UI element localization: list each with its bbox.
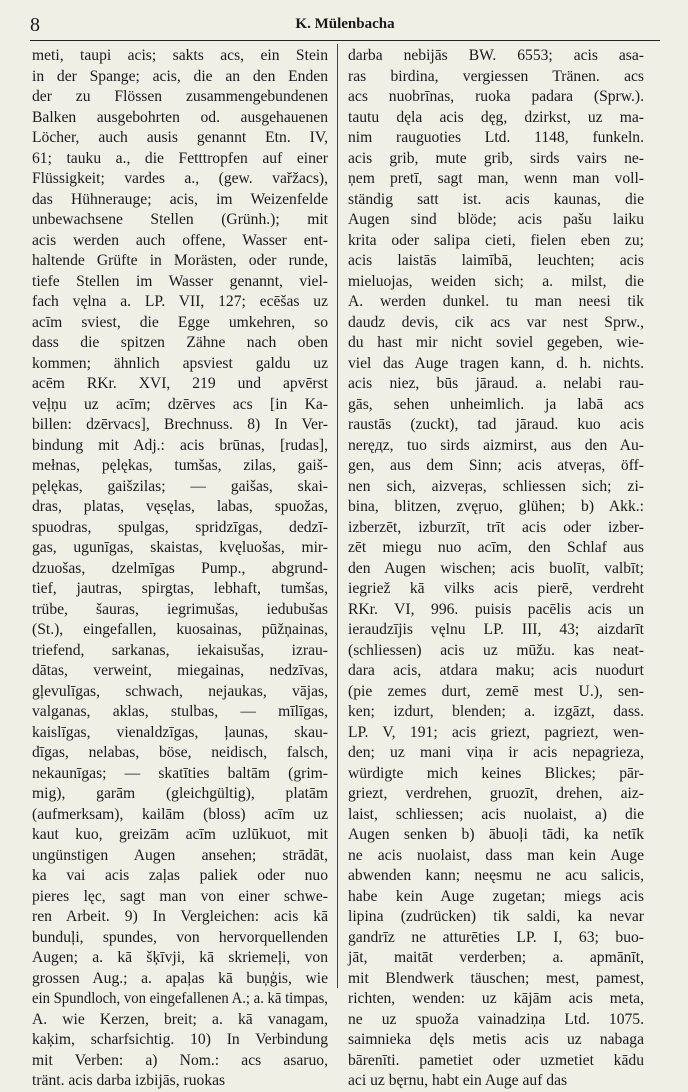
text-line: Augen; a. kā šķīvji, kā skriemeļi, von [32,949,328,966]
running-head: K. Mülenbacha [295,16,395,32]
text-line: mełnas, pęlękas, tumšas, zilas, gaiš- [32,457,328,474]
text-line: mieluojas, weiden sich; a. milst, die [348,272,644,290]
text-line: haltende Grüfte in Morästen, oder runde, [32,252,328,269]
text-line: dātas, verweint, miegainas, nedzīvas, [32,662,328,679]
text-line: spuodras, spulgas, spridzīgas, dedzī- [32,518,328,536]
text-line: acis laistās laimībā, leuchten; acis [348,252,644,269]
text-line: der zu Flössen zusammengebundenen [32,88,328,105]
text-line: Balken ausgebohrten od. ausgehauenen [32,108,328,126]
text-line: griezt, verdrehen, gruozīt, drehen, aiz- [348,785,644,802]
text-line: ieraudzījis vęlnu LP. III, 43; aizdarīt [348,621,644,638]
text-line: A. werden dunkel. tu man neesi tik [348,293,644,310]
text-line: raustās (zuckt), tad jāraud. kuo acis [348,416,644,433]
text-line: daudz devis, cik acs var nest Sprw., [348,313,644,331]
text-line: den Augen wischen; acis buolīt, valbīt; [348,559,644,577]
text-line: tränt. acis darba izbijās, ruokas [32,1072,226,1089]
text-line: tief, jautras, spirgtas, lebhaft, tumšas, [32,580,328,597]
text-line: Augen senken b) ābuoļi tādi, ka netīk [348,826,644,843]
text-line: ka vai acis zaļas paliek oder nuo [32,867,328,884]
text-line: tautu dęla acis dęg, dzirkst, uz ma- [348,108,644,126]
text-line: grossen Aug.; a. apaļas kā buņģis, wie [32,969,328,987]
page-header [30,12,660,38]
text-line: acīm sviest, die Egge umkehren, so [32,313,328,331]
text-line: acis niez, būs jāraud. a. nelabi rau- [348,375,644,392]
text-line: nekaunīgas; — skatīties baltām (grim- [32,764,328,782]
text-line: das Hühnerauge; acis, im Weizenfelde [32,190,328,208]
text-line: acs nuobrīnas, ruoka padara (Sprw.). [348,88,644,105]
text-line: acis werden auch offene, Wasser ent- [32,231,328,249]
text-line: kaķim, scharfsichtig. 10) In Verbindung [32,1031,328,1048]
text-line: den; uz mani viņa ir acis nepagrieza, [348,744,644,761]
text-line: ein Spundloch, von eingefallenen A.; a. kā timpas, [32,990,328,1007]
text-line: krita oder salipa cieti, fielen eben zu; [348,231,644,249]
right-column [348,46,644,1092]
text-line: fach vęlna a. LP. VII, 127; ecēšas uz [32,293,328,310]
left-column [32,46,328,1092]
text-line: izberzēt, izburzīt, trīt acis oder izber- [348,518,644,536]
text-line: (schliessen) acis uz mūžu. kas neat- [348,641,644,659]
text-line: saimnieka dęls metis acis uz nabaga [348,1031,644,1048]
text-line: ungünstigen Augen ansehen; strādāt, [32,846,328,864]
text-line: Augen sind blöde; acis pašu laiku [348,211,644,228]
text-line: A. wie Kerzen, breit; a. kā vanagam, [32,1010,328,1028]
text-line: abwenden kann; neęsmu ne acu salicis, [348,867,644,884]
text-line: nim rauguoties Ltd. 1148, funkeln. [348,129,644,146]
text-line: billen: dzērvacs], Brechnuss. 8) In Ver- [32,416,328,433]
text-line: dass die spitzen Zähne nach oben [32,334,328,351]
text-line: in der Spange; acis, die an den Enden [32,67,328,85]
text-line: darba nebijās BW. 6553; acis asa- [348,47,644,64]
text-line: neręдz, tuo sirds aizmirst, aus den Au- [348,436,644,454]
text-line: gļevulīgas, schwach, nejaukas, vājas, [32,682,328,700]
text-line: mit Verben: a) Nom.: acs asaruo, [32,1051,328,1069]
text-line: LP. V, 191; acis griezt, pagriezt, wen- [348,723,644,741]
column-divider [337,44,338,988]
text-line: laist, schliessen; acis nuolaist, a) die [348,805,644,823]
text-line: acis grib, mute grib, sirds vairs ne- [348,149,644,167]
text-line: (pie zemes durt, zemē mest U.), sen- [348,682,644,700]
text-line: bārenīti. pametiet oder uzmetiet kādu [348,1051,644,1069]
text-line: lipina (zudrücken) tik saldi, ka nevar [348,908,644,925]
text-line: Flüssigkeit; vardes a., (gew. vařžacs), [32,170,328,187]
text-line: iegriež kā vilks acis pierē, verdreht [348,580,644,597]
header-rule [30,40,660,41]
text-line: unbewachsene Stellen (Grünh.); mit [32,211,328,228]
text-line: viel das Auge tragen kann, d. h. nichts. [348,354,644,372]
page-number: 8 [30,14,40,36]
text-line: kommen; ähnlich apsviest galdu uz [32,354,328,372]
text-line: bindung mit Adj.: acis brūnas, [rudas], [32,436,328,454]
text-line: aci uz bęrnu, habt ein Auge auf das [348,1072,568,1089]
text-line: bina, blitzen, zvęŗuo, glühen; b) Akk.: [348,498,644,515]
text-line: ņem pretī, sagt man, wenn man voll- [348,170,644,187]
text-line: bunduļi, spundes, von hervorquellenden [32,928,328,946]
text-line: du hast mir nicht soviel gegeben, wie- [348,334,644,351]
text-line: (St.), eingefallen, kuosainas, pūžņainas, [32,621,328,638]
text-line: trübe, šauras, iegrimušas, iedubušas [32,600,328,618]
text-line: dzuošas, dzelmīgas Pump., abgrund- [32,559,328,577]
text-line: nen sich, aizveŗas, schliessen sich; zi- [348,477,644,495]
text-line: kaislīgas, vienaldzīgas, ļaunas, skau- [32,723,328,741]
text-line: richten, wenden: uz kājām acis meta, [348,990,644,1007]
text-line: ken; izdurt, blenden; a. izgāzt, dass. [348,703,644,720]
text-line: dras, platas, vęsęlas, labas, spuožas, [32,498,328,515]
text-line: 61; tauku a., die Fetttropfen auf einer [32,149,328,167]
text-line: (aufmerksam), kailām (bloss) acīm uz [32,805,328,823]
text-line: kaut kuo, greizām acīm uzlūkuot, mit [32,826,328,843]
text-line: mit Blendwerk täuschen; mest, pamest, [348,969,644,987]
text-line: gās, sehen unheimlich. ja labā acs [348,395,644,413]
text-line: RKr. VI, 996. puisis pacēlis acis un [348,600,644,618]
text-line: ras birdina, vergiessen Tränen. acs [348,67,644,85]
text-line: tiefe Stellen im Wasser genannt, viel- [32,272,328,290]
text-line: ständig satt ist. acis kaunas, die [348,190,644,208]
text-line: gen, aus dem Sinn; acis atveŗas, öff- [348,457,644,474]
text-line: meti, taupi acis; sakts acs, ein Stein [32,47,328,64]
text-line: dīgas, nelabas, böse, neidisch, falsch, [32,744,328,761]
text-line: triefend, sarkanas, iekaisušas, izrau- [32,641,328,659]
text-line: acēm RKr. XVI, 219 und apvērst [32,375,328,392]
text-line: zēt miegu nuo acīm, den Schlaf aus [348,539,644,556]
text-line: jāt, maitāt verderben; a. apmānīt, [348,949,644,966]
text-line: würdigte mich keines Blickes; pār- [348,764,644,782]
text-line: darа acis, atdara maku; acis nuodurt [348,662,644,679]
text-line: ne acis nuolaist, dass man kein Auge [348,846,644,864]
text-line: valganas, aklas, stulbas, — mīlīgas, [32,703,328,720]
text-line: ren Arbeit. 9) In Vergleichen: acis kā [32,908,328,925]
text-line: gas, ugunīgas, skaistas, kvęluošas, mir- [32,539,328,556]
text-line: gandrīz ne atturēties LP. I, 63; buo- [348,928,644,946]
text-line: veļņu uz acīm; dzērves acs [in Ka- [32,395,328,413]
text-line: habe kein Auge zugetan; miegs acis [348,887,644,905]
text-line: mig), garām (gleichgültig), platām [32,785,328,802]
text-line: ne uz spuožа vainadziņa Ltd. 1075. [348,1010,644,1028]
text-line: Löcher, auch ausis genannt Etn. IV, [32,129,328,146]
text-line: pęlękas, gaišzilas; — gaišas, skai- [32,477,328,495]
text-line: pieres lęc, sagt man von einer schwe- [32,887,328,905]
